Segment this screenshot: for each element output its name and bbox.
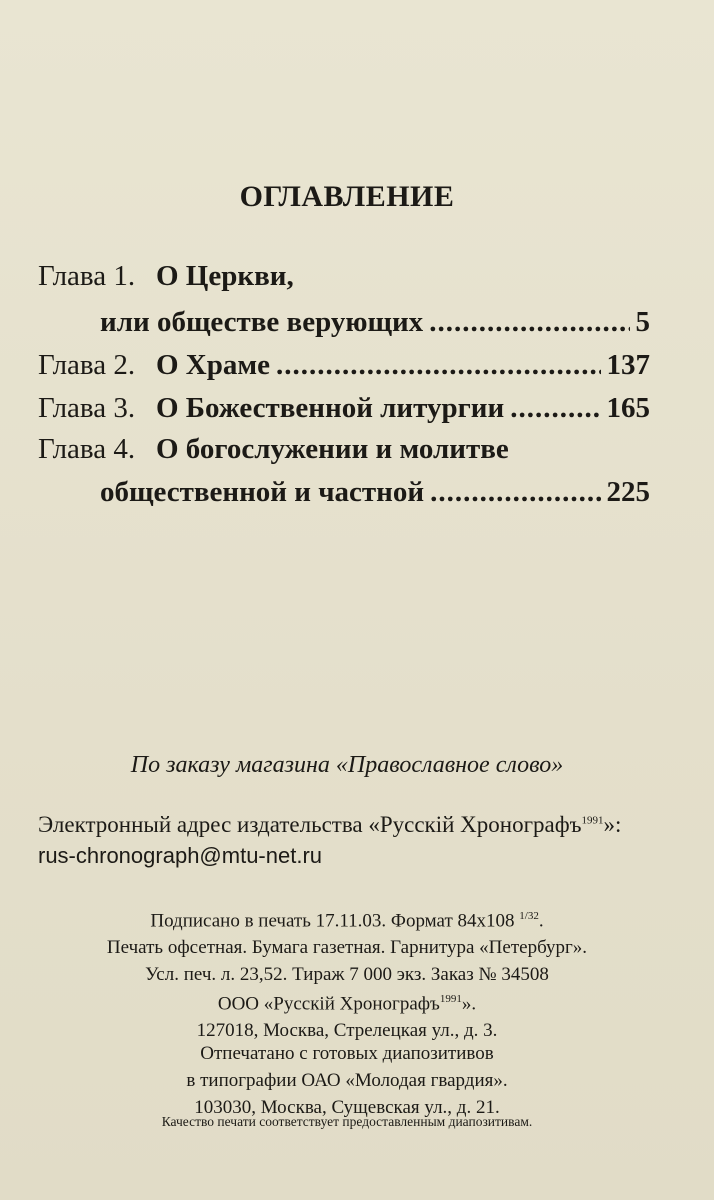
- printer-block: [0, 1040, 694, 1121]
- dot-leader: [510, 388, 600, 428]
- printer-address: 103030, Москва, Сущевская ул., д. 21.: [194, 1097, 500, 1118]
- company-name: ООО «Русскiй Хронографъ$^{1991}$».: [217, 993, 477, 1015]
- chapter-number: Глава 1.: [38, 260, 136, 292]
- toc-entry: [38, 388, 650, 428]
- page-number: 5: [635, 306, 650, 338]
- printed-at: в типографии ОАО «Молодая гвардия».: [186, 1070, 508, 1091]
- publisher-block: [0, 986, 694, 1044]
- chapter-title: О Божественной литургии ..... 165: [156, 388, 650, 428]
- publisher-email: rus-chronograph@mtu-net.ru: [38, 843, 323, 868]
- toc-entry: [38, 256, 650, 296]
- company-address: 127018, Москва, Стрелецкая ул., д. 3.: [196, 1020, 498, 1042]
- chapter-title-line2: общественной и частной ..... 225: [100, 472, 650, 512]
- chapter-title: О Храме ..... 137: [156, 345, 650, 385]
- run-line: Усл. печ. л. 23,52. Тираж 7 000 экз. Заказ № 34508: [145, 964, 549, 986]
- signed-line: Подписано в печать 17.11.03. Формат 84х108 $^{1/32}$.: [150, 910, 544, 932]
- chapter-number: Глава 4.: [38, 433, 136, 465]
- toc-title: ОГЛАВЛЕНИЕ: [239, 180, 455, 213]
- toc-entry-continuation: [38, 472, 650, 512]
- printed-from: Отпечатано с готовых диапозитивов: [200, 1043, 494, 1064]
- publisher-email-label: Электронный адрес издательства «Русскiй Хронографъ$^{1991}$»:: [38, 812, 622, 837]
- quality-note: Качество печати соответствует предоставленным диапозитивам.: [161, 1114, 533, 1129]
- toc-entry: [38, 429, 650, 469]
- page-number: 137: [606, 349, 650, 381]
- print-line: Печать офсетная. Бумага газетная. Гарнитура «Петербург».: [106, 937, 588, 959]
- chapter-title-line2: или обществе верующих ..... 5: [100, 302, 650, 342]
- dot-leader: [276, 345, 600, 385]
- imprint-block: [0, 903, 694, 988]
- chapter-title: О богослужении и молитве: [156, 433, 509, 465]
- chapter-number: Глава 3.: [38, 392, 136, 424]
- chapter-title: О Церкви,: [156, 260, 294, 292]
- order-note: По заказу магазина «Православное слово»: [130, 752, 564, 778]
- chapter-number: Глава 2.: [38, 349, 136, 381]
- page-number: 225: [606, 476, 650, 508]
- dot-leader: [429, 302, 629, 342]
- toc-entry-continuation: [38, 302, 650, 342]
- dot-leader: [430, 472, 600, 512]
- page-number: 165: [606, 392, 650, 424]
- toc-entry: [38, 345, 650, 385]
